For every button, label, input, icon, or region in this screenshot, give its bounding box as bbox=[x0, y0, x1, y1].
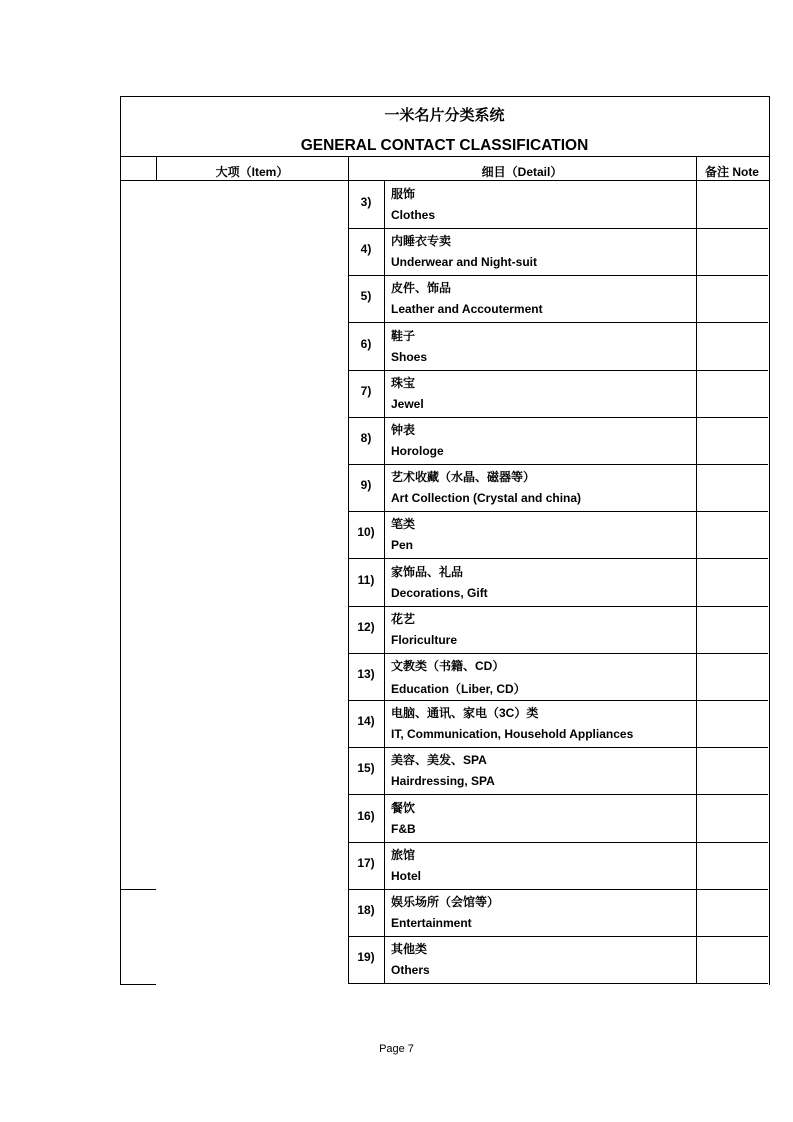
row-label-english: Entertainment bbox=[391, 916, 472, 930]
row-number: 3) bbox=[360, 195, 372, 209]
table-row bbox=[348, 747, 768, 794]
table-row bbox=[348, 559, 768, 606]
table-row bbox=[348, 464, 768, 511]
row-label-chinese: 餐饮 bbox=[391, 800, 416, 815]
row-number: 8) bbox=[360, 431, 372, 445]
row-label-english: Clothes bbox=[391, 208, 436, 222]
row-label-english: Underwear and Night-suit bbox=[391, 255, 538, 270]
table-row bbox=[348, 417, 768, 464]
table-row bbox=[348, 511, 768, 558]
row-label-english: F&B bbox=[391, 821, 416, 836]
row-label-chinese: 内睡衣专卖 bbox=[391, 234, 452, 249]
row-number: 13) bbox=[357, 667, 375, 681]
classification-table bbox=[120, 96, 769, 985]
row-number: 6) bbox=[360, 336, 372, 351]
row-number: 16) bbox=[357, 808, 375, 823]
row-label-chinese: 电脑、通讯、家电（3C）类 bbox=[391, 706, 539, 721]
table-row bbox=[348, 700, 768, 747]
header-top-rule bbox=[120, 156, 769, 157]
header-detail: 细目（Detail） bbox=[481, 165, 563, 179]
row-label-chinese: 美容、美发、SPA bbox=[391, 753, 487, 768]
header-item: 大项（Item） bbox=[215, 165, 289, 179]
row-number: 4) bbox=[360, 242, 372, 257]
page-number: Page 7 bbox=[379, 1043, 414, 1055]
row-number: 14) bbox=[357, 714, 375, 729]
row-label-english: IT, Communication, Household Appliances bbox=[391, 727, 634, 742]
row-label-chinese: 皮件、饰品 bbox=[391, 281, 452, 296]
row-number: 7) bbox=[360, 383, 372, 398]
header-note: 备注 Note bbox=[704, 165, 759, 179]
row-number: 10) bbox=[357, 525, 375, 540]
table-title-chinese: 一米名片分类系统 bbox=[384, 107, 505, 124]
row-label-english: Floriculture bbox=[391, 632, 458, 647]
table-row bbox=[348, 889, 768, 936]
row-label-chinese: 鞋子 bbox=[391, 328, 416, 343]
row-label-chinese: 笔类 bbox=[391, 517, 416, 532]
row-label-english: Shoes bbox=[391, 349, 428, 364]
row-label-chinese: 文教类（书籍、CD） bbox=[391, 659, 505, 673]
row-label-chinese: 其他类 bbox=[391, 942, 428, 957]
row-label-chinese: 服饰 bbox=[391, 187, 416, 201]
row-label-english: Leather and Accouterment bbox=[391, 302, 543, 317]
row-label-english: Decorations, Gift bbox=[391, 585, 488, 600]
row-label-chinese: 钟表 bbox=[391, 423, 416, 437]
row-label-chinese: 旅馆 bbox=[391, 847, 416, 862]
row-label-english: Others bbox=[391, 963, 430, 978]
row-label-english: Hotel bbox=[391, 868, 421, 883]
row-label-english: Pen bbox=[391, 538, 414, 553]
row-label-english: Jewel bbox=[391, 396, 424, 411]
table-row bbox=[348, 606, 768, 653]
row-label-english: Horologe bbox=[391, 444, 444, 458]
table-row bbox=[348, 323, 768, 370]
row-label-chinese: 娱乐场所（会馆等） bbox=[391, 895, 500, 909]
item-group-rule bbox=[120, 889, 156, 890]
row-label-english: Education（Liber, CD） bbox=[391, 682, 526, 696]
row-label-english: Art Collection (Crystal and china) bbox=[391, 491, 582, 506]
row-number: 5) bbox=[360, 289, 372, 304]
row-number: 19) bbox=[357, 950, 375, 965]
row-label-chinese: 花艺 bbox=[391, 611, 416, 626]
table-row bbox=[348, 275, 768, 322]
row-label-chinese: 珠宝 bbox=[391, 375, 416, 390]
table-row bbox=[348, 653, 768, 700]
table-title-english: GENERAL CONTACT CLASSIFICATION bbox=[300, 137, 589, 154]
table-row bbox=[348, 370, 768, 417]
row-number: 9) bbox=[360, 478, 372, 493]
table-bottom-rule-left bbox=[120, 984, 156, 985]
row-number: 12) bbox=[357, 619, 375, 634]
table-row bbox=[348, 228, 768, 275]
table-row bbox=[348, 181, 768, 228]
row-number: 15) bbox=[357, 761, 375, 776]
table-row bbox=[348, 936, 768, 983]
table-row bbox=[348, 842, 768, 889]
table-row bbox=[348, 795, 768, 842]
row-number: 18) bbox=[357, 903, 375, 917]
row-label-chinese: 艺术收藏（水晶、磁器等） bbox=[391, 470, 536, 485]
row-label-chinese: 家饰品、礼品 bbox=[391, 564, 464, 579]
row-bottom-rule bbox=[348, 983, 768, 984]
row-label-english: Hairdressing, SPA bbox=[391, 774, 495, 789]
row-number: 17) bbox=[357, 855, 375, 870]
row-number: 11) bbox=[357, 572, 375, 587]
